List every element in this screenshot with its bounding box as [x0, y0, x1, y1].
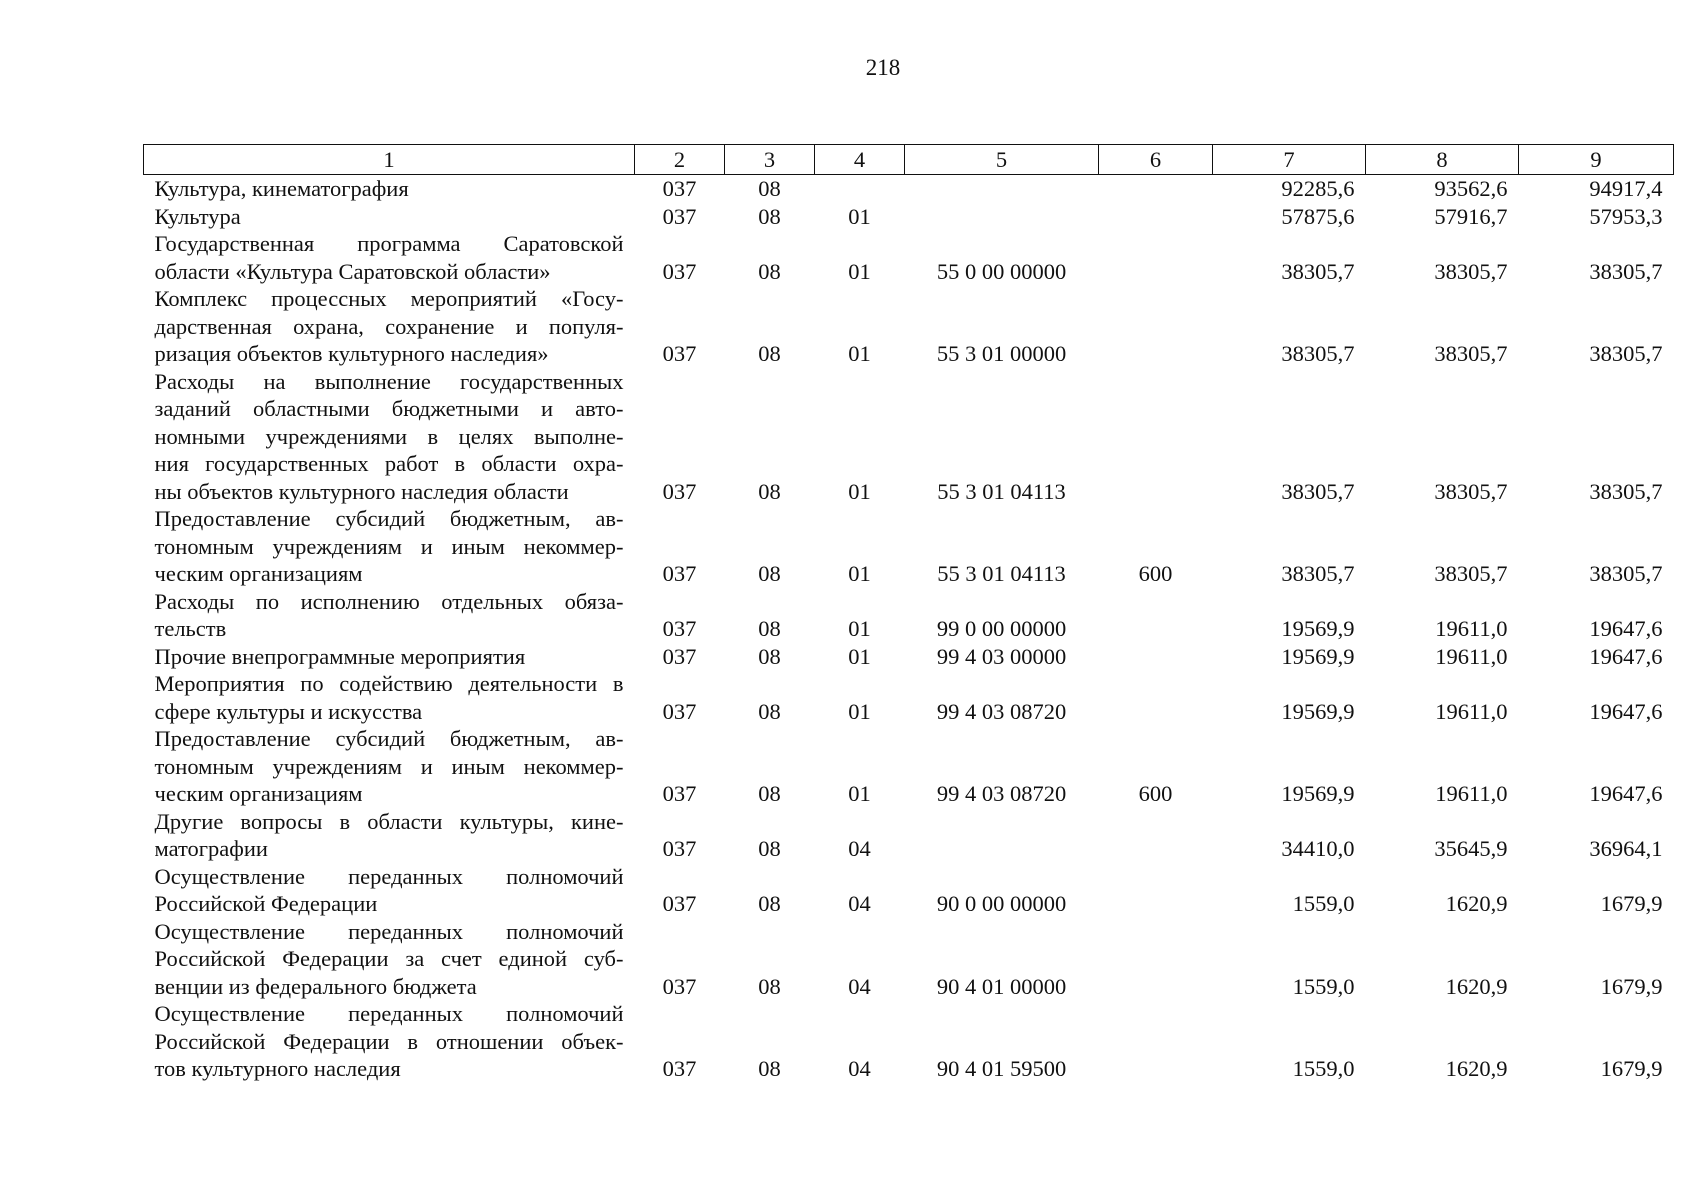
cell-target-article: 90 4 01 00000	[936, 973, 1067, 999]
cell-amount-col9: 1679,9	[1600, 891, 1663, 916]
header-col-9: 9	[1519, 145, 1674, 175]
cell-amount-col7: 38305,7	[1281, 341, 1355, 366]
item-name-line: тов культурного наследия	[154, 1056, 401, 1081]
item-name-line: номными учреждениями в целях выполне-	[154, 423, 624, 449]
table-row	[144, 1000, 1674, 1083]
cell-amount-col9: 57953,3	[1589, 203, 1663, 229]
cell-target-article: 99 4 03 00000	[936, 643, 1067, 669]
cell-expense-type	[1099, 285, 1213, 368]
cell-target-article: 90 0 00 00000	[936, 891, 1067, 916]
cell-subsection-code: 04	[848, 891, 871, 916]
cell-expense-type: 600	[1138, 781, 1173, 806]
cell-expense-type	[1099, 1000, 1213, 1083]
header-col-3: 3	[725, 145, 815, 175]
cell-section-code: 08	[758, 643, 781, 669]
cell-target-article	[905, 808, 1099, 863]
cell-subsection-code: 04	[848, 836, 871, 861]
cell-amount-col7: 38305,7	[1281, 478, 1355, 504]
header-col-1: 1	[144, 145, 635, 175]
cell-item-name	[144, 175, 635, 203]
table-row	[144, 285, 1674, 368]
cell-amount-col7: 19569,9	[1281, 781, 1355, 806]
item-name-line: венции из федерального бюджета	[154, 973, 477, 999]
item-name-line: Мероприятия по содействию деятельности в	[154, 671, 624, 696]
item-name-line: Российской Федерации за счет единой суб-	[154, 946, 624, 971]
cell-target-article: 55 3 01 04113	[937, 561, 1066, 586]
cell-amount-col9: 1679,9	[1600, 973, 1663, 999]
cell-subsection-code: 01	[848, 203, 871, 229]
cell-section-code: 08	[758, 836, 781, 861]
item-name-line: Российской Федерации в отношении объек-	[154, 1028, 624, 1054]
cell-amount-col9: 36964,1	[1589, 836, 1663, 861]
item-name-line: сфере культуры и искусства	[154, 698, 423, 724]
cell-amount-col9: 38305,7	[1589, 341, 1663, 366]
budget-table	[143, 144, 1674, 1083]
item-name-line: Расходы на выполнение государственных	[154, 368, 624, 394]
table-row	[144, 863, 1674, 918]
table-row	[144, 175, 1674, 203]
table-row	[144, 505, 1674, 588]
cell-amount-col7: 19569,9	[1281, 643, 1355, 669]
cell-section-code: 08	[758, 478, 781, 504]
cell-target-article: 99 4 03 08720	[936, 781, 1067, 806]
cell-target-article: 55 3 01 00000	[936, 341, 1067, 366]
item-name-line: Расходы по исполнению отдельных обяза-	[154, 588, 624, 614]
cell-section-code: 08	[758, 561, 781, 586]
item-name-line: заданий областными бюджетными и авто-	[154, 396, 624, 421]
cell-item-name	[144, 863, 635, 918]
cell-section-code: 08	[758, 616, 781, 641]
cell-amount-col9: 19647,6	[1589, 781, 1663, 806]
item-name-line: ческим организациям	[154, 561, 363, 586]
cell-amount-col9: 19647,6	[1589, 698, 1663, 724]
cell-section-code: 08	[758, 1056, 781, 1081]
cell-amount-col9: 1679,9	[1600, 1056, 1663, 1081]
item-name-line: ческим организациям	[154, 781, 363, 806]
item-name-line: дарственная охрана, сохранение и популя-	[154, 313, 624, 339]
cell-expense-type	[1099, 203, 1213, 231]
header-col-7: 7	[1213, 145, 1366, 175]
cell-amount-col8: 38305,7	[1434, 341, 1508, 366]
cell-expense-type	[1099, 368, 1213, 506]
cell-administrator-code: 037	[662, 1056, 697, 1081]
cell-expense-type	[1099, 918, 1213, 1001]
cell-item-name	[144, 808, 635, 863]
cell-section-code: 08	[758, 973, 781, 999]
cell-amount-col7: 19569,9	[1281, 616, 1355, 641]
cell-subsection-code: 01	[848, 616, 871, 641]
cell-subsection-code	[815, 175, 905, 203]
page-number: 218	[865, 55, 901, 80]
cell-item-name	[144, 643, 635, 671]
cell-amount-col9: 19647,6	[1589, 643, 1663, 669]
cell-section-code: 08	[758, 781, 781, 806]
cell-item-name	[144, 285, 635, 368]
cell-administrator-code: 037	[662, 973, 697, 999]
cell-amount-col7: 34410,0	[1281, 836, 1355, 861]
item-name-line: Культура	[154, 203, 241, 229]
cell-administrator-code: 037	[662, 836, 697, 861]
cell-target-article: 99 4 03 08720	[936, 698, 1067, 724]
cell-amount-col8: 35645,9	[1434, 836, 1508, 861]
cell-amount-col8: 1620,9	[1445, 973, 1508, 999]
cell-section-code: 08	[758, 176, 781, 201]
cell-amount-col8: 38305,7	[1434, 561, 1508, 586]
cell-amount-col7: 19569,9	[1281, 698, 1355, 724]
item-name-line: Прочие внепрограммные мероприятия	[154, 643, 526, 669]
cell-target-article	[905, 175, 1099, 203]
cell-section-code: 08	[758, 891, 781, 916]
cell-subsection-code: 01	[848, 781, 871, 806]
item-name-line: ны объектов культурного наследия области	[154, 478, 569, 504]
cell-amount-col8: 19611,0	[1435, 616, 1508, 641]
cell-administrator-code: 037	[662, 203, 697, 229]
header-col-8: 8	[1366, 145, 1519, 175]
table-row	[144, 918, 1674, 1001]
cell-expense-type	[1099, 808, 1213, 863]
cell-administrator-code: 037	[662, 176, 697, 201]
cell-amount-col8: 57916,7	[1434, 203, 1508, 229]
cell-amount-col8: 19611,0	[1435, 643, 1508, 669]
cell-amount-col9: 94917,4	[1589, 176, 1663, 201]
cell-amount-col8: 38305,7	[1434, 478, 1508, 504]
cell-amount-col7: 1559,0	[1292, 891, 1355, 916]
cell-amount-col8: 38305,7	[1434, 258, 1508, 284]
cell-section-code: 08	[758, 203, 781, 229]
item-name-line: Государственная программа Саратовской	[154, 231, 624, 256]
item-name-line: Осуществление переданных полномочий	[154, 863, 624, 889]
item-name-line: ризация объектов культурного наследия»	[154, 341, 549, 366]
item-name-line: тономным учреждениям и иным некоммер-	[154, 753, 624, 779]
cell-amount-col8: 19611,0	[1435, 698, 1508, 724]
cell-administrator-code: 037	[662, 891, 697, 916]
cell-subsection-code: 04	[848, 973, 871, 999]
cell-amount-col8: 93562,6	[1434, 176, 1508, 201]
table-row	[144, 725, 1674, 808]
cell-amount-col7: 38305,7	[1281, 258, 1355, 284]
cell-amount-col9: 19647,6	[1589, 616, 1663, 641]
cell-amount-col8: 1620,9	[1445, 1056, 1508, 1081]
cell-expense-type	[1099, 230, 1213, 285]
table-row	[144, 230, 1674, 285]
cell-subsection-code: 01	[848, 561, 871, 586]
cell-amount-col7: 38305,7	[1281, 561, 1355, 586]
cell-expense-type	[1099, 588, 1213, 643]
cell-amount-col9: 38305,7	[1589, 561, 1663, 586]
cell-expense-type	[1099, 670, 1213, 725]
cell-section-code: 08	[758, 341, 781, 366]
table-row	[144, 588, 1674, 643]
cell-administrator-code: 037	[662, 561, 697, 586]
item-name-line: ния государственных работ в области охра-	[154, 451, 624, 476]
cell-administrator-code: 037	[662, 258, 697, 284]
cell-item-name	[144, 918, 635, 1001]
item-name-line: Осуществление переданных полномочий	[154, 918, 624, 944]
cell-expense-type	[1099, 643, 1213, 671]
cell-amount-col7: 1559,0	[1292, 973, 1355, 999]
cell-subsection-code: 01	[848, 258, 871, 284]
cell-expense-type: 600	[1138, 561, 1173, 586]
table-row	[144, 643, 1674, 671]
cell-amount-col7: 92285,6	[1281, 176, 1355, 201]
table-row	[144, 808, 1674, 863]
cell-item-name	[144, 230, 635, 285]
item-name-line: тельств	[154, 616, 227, 641]
header-col-2: 2	[635, 145, 725, 175]
cell-subsection-code: 04	[848, 1056, 871, 1081]
cell-administrator-code: 037	[662, 643, 697, 669]
item-name-line: Осуществление переданных полномочий	[154, 1001, 624, 1026]
item-name-line: тономным учреждениям и иным некоммер-	[154, 533, 624, 559]
item-name-line: Предоставление субсидий бюджетным, ав-	[154, 726, 624, 751]
cell-item-name	[144, 203, 635, 231]
item-name-line: Культура, кинематография	[154, 176, 409, 201]
header-row	[144, 145, 1674, 175]
cell-amount-col7: 1559,0	[1292, 1056, 1355, 1081]
cell-target-article: 99 0 00 00000	[936, 616, 1067, 641]
cell-target-article	[905, 203, 1099, 231]
cell-item-name	[144, 505, 635, 588]
cell-expense-type	[1099, 175, 1213, 203]
header-col-6: 6	[1099, 145, 1213, 175]
cell-amount-col8: 19611,0	[1435, 781, 1508, 806]
header-col-4: 4	[815, 145, 905, 175]
table-row	[144, 368, 1674, 506]
cell-amount-col9: 38305,7	[1589, 478, 1663, 504]
cell-administrator-code: 037	[662, 341, 697, 366]
item-name-line: Предоставление субсидий бюджетным, ав-	[154, 506, 624, 531]
cell-item-name	[144, 725, 635, 808]
table-row	[144, 203, 1674, 231]
item-name-line: Российской Федерации	[154, 891, 378, 916]
cell-subsection-code: 01	[848, 478, 871, 504]
cell-subsection-code: 01	[848, 341, 871, 366]
cell-subsection-code: 01	[848, 698, 871, 724]
item-name-line: области «Культура Саратовской области»	[154, 258, 551, 284]
cell-item-name	[144, 670, 635, 725]
table-row	[144, 670, 1674, 725]
cell-amount-col8: 1620,9	[1445, 891, 1508, 916]
cell-target-article: 90 4 01 59500	[936, 1056, 1067, 1081]
cell-amount-col7: 57875,6	[1281, 203, 1355, 229]
item-name-line: Комплекс процессных мероприятий «Госу-	[154, 286, 624, 311]
item-name-line: Другие вопросы в области культуры, кине-	[154, 808, 624, 834]
header-col-5: 5	[905, 145, 1099, 175]
cell-expense-type	[1099, 863, 1213, 918]
table-body	[144, 175, 1674, 1083]
cell-administrator-code: 037	[662, 698, 697, 724]
cell-amount-col9: 38305,7	[1589, 258, 1663, 284]
cell-section-code: 08	[758, 258, 781, 284]
cell-target-article: 55 3 01 04113	[937, 478, 1066, 504]
cell-section-code: 08	[758, 698, 781, 724]
cell-administrator-code: 037	[662, 616, 697, 641]
cell-item-name	[144, 588, 635, 643]
cell-target-article: 55 0 00 00000	[936, 258, 1067, 284]
cell-subsection-code: 01	[848, 643, 871, 669]
cell-item-name	[144, 368, 635, 506]
cell-administrator-code: 037	[662, 781, 697, 806]
cell-item-name	[144, 1000, 635, 1083]
item-name-line: матографии	[154, 836, 268, 861]
table-header	[144, 145, 1674, 175]
cell-administrator-code: 037	[662, 478, 697, 504]
